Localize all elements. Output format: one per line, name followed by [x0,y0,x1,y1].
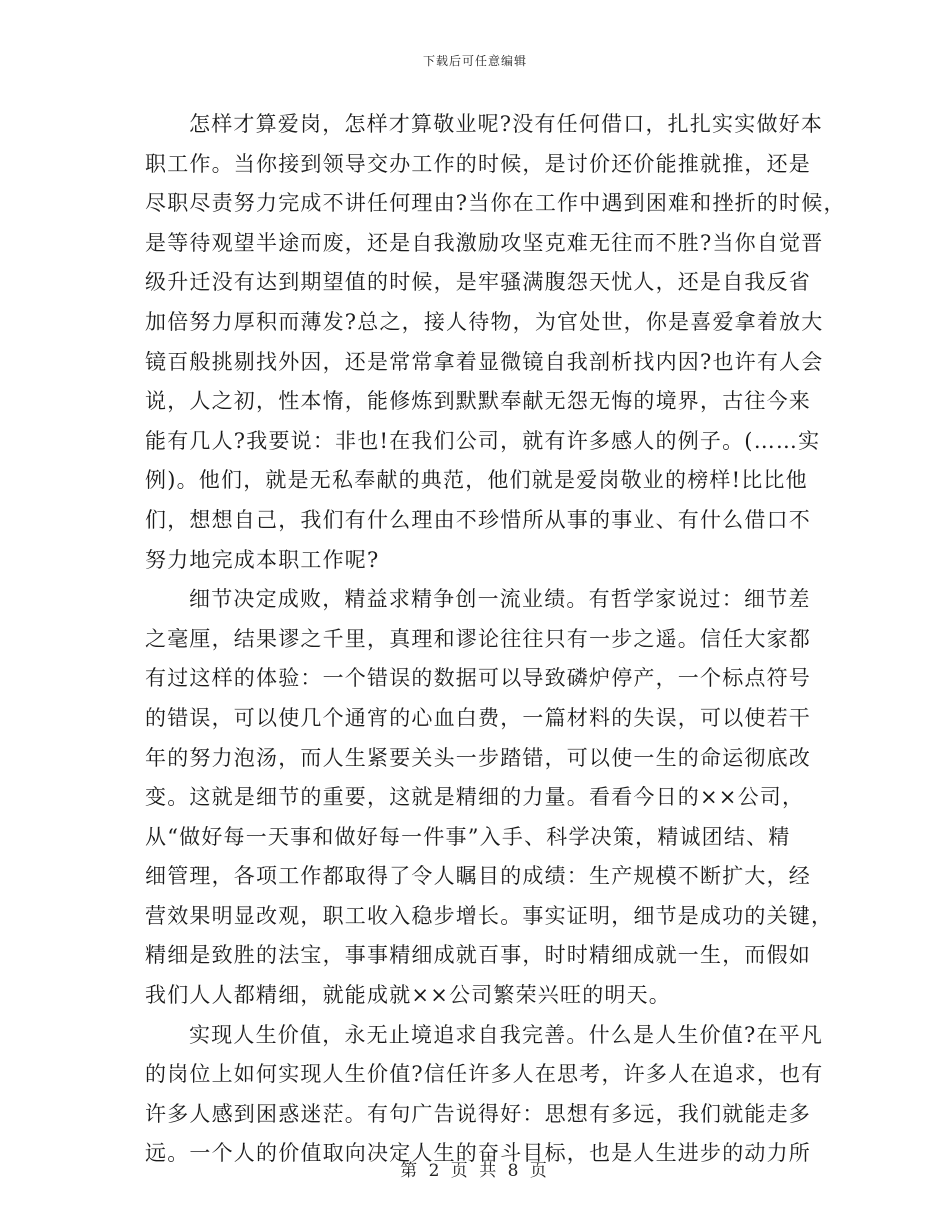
text-line: 实现人生价值，永无止境追求自我完善。什么是人生价值?在平凡 [189,1022,824,1047]
text-line: 加倍努力厚积而薄发?总之，接人待物，为官处世，你是喜爱拿着放大 [145,309,824,334]
text-line: 尽职尽责努力完成不讲任何理由?当你在工作中遇到困难和挫折的时候， [145,191,846,216]
text-line: 们，想想自己，我们有什么理由不珍惜所从事的事业、有什么借口不 [145,507,811,532]
document-body [145,105,846,1174]
text-line: 镜百般挑剔找外因，还是常常拿着显微镜自我剖析找内因?也许有人会 [145,349,824,374]
text-line: 远。一个人的价值取向决定人生的奋斗目标，也是人生进步的动力所 [145,1141,811,1166]
page-header: 下载后可任意编辑 [422,54,527,68]
text-line: 细节决定成败，精益求精争创一流业绩。有哲学家说过：细节差 [189,587,811,612]
text-line: 努力地完成本职工作呢? [145,547,380,572]
text-line: 营效果明显改观，职工收入稳步增长。事实证明，细节是成功的关键， [145,903,834,928]
text-line: 怎样才算爱岗，怎样才算敬业呢?没有任何借口，扎扎实实做好本 [189,112,824,136]
page-footer: 第 2 页 共 8 页 [400,1161,550,1181]
text-line: 之毫厘，结果谬之千里，真理和谬论往往只有一步之遥。信任大家都 [145,626,811,651]
text-line: 我们人人都精细，就能成就××公司繁荣兴旺的明天。 [145,983,671,1008]
text-line: 是等待观望半途而废，还是自我激励攻坚克难无往而不胜?当你自觉晋 [145,230,824,255]
text-line: 说，人之初，性本惰，能修炼到默默奉献无怨无悔的境界，古往今来 [145,389,811,414]
text-line: 例)。他们，就是无私奉献的典范，他们就是爱岗敬业的榜样!比比他 [145,468,808,493]
text-line: 许多人感到困惑迷茫。有句广告说得好：思想有多远，我们就能走多 [145,1101,811,1126]
text-line: 的岗位上如何实现人生价值?信任许多人在思考，许多人在追求，也有 [145,1062,824,1087]
text-line: 变。这就是细节的重要，这就是精细的力量。看看今日的××公司， [145,785,805,810]
text-line: 有过这样的体验：一个错误的数据可以导致磷炉停产，一个标点符号 [145,666,811,691]
text-line: 年的努力泡汤，而人生紧要关头一步踏错，可以使一生的命运彻底改 [145,745,811,770]
text-line: 级升迁没有达到期望值的时候，是牢骚满腹怨天忧人，还是自我反省 [145,270,811,295]
text-line: 能有几人?我要说：非也!在我们公司，就有许多感人的例子。(……实 [145,428,821,453]
text-line: 从“做好每一天事和做好每一件事”入手、科学决策，精诚团结、精 [145,824,791,849]
text-line: 细管理，各项工作都取得了令人瞩目的成绩：生产规模不断扩大，经 [145,864,811,889]
text-line: 职工作。当你接到领导交办工作的时候，是讨价还价能推就推，还是 [145,151,811,176]
text-line: 的错误，可以使几个通宵的心血白费，一篇材料的失误，可以使若干 [145,705,811,730]
text-line: 精细是致胜的法宝，事事精细成就百事，时时精细成就一生，而假如 [145,943,811,968]
